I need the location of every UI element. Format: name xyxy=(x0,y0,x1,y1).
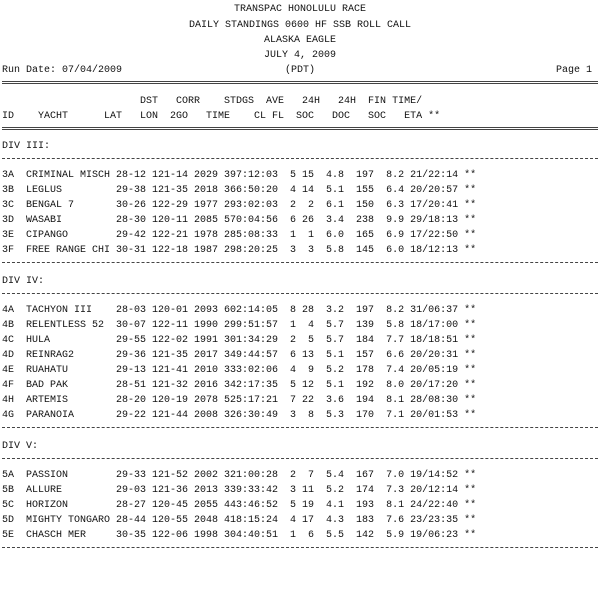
table-row: 4B RELENTLESS 52 30-07 122-11 1990 299:51:57 1 4 5.7 139 5.8 18/17:00 ** xyxy=(2,320,477,331)
column-header-rule xyxy=(2,127,598,130)
division-rule xyxy=(2,427,598,428)
header-rule xyxy=(2,81,598,84)
division-rule xyxy=(2,293,598,294)
report-title: DAILY STANDINGS 0600 HF SSB ROLL CALL xyxy=(188,20,412,31)
division-heading: DIV III: xyxy=(2,141,51,152)
division-rule xyxy=(2,262,598,263)
table-row: 3D WASABI 28-30 120-11 2085 570:04:56 6 26 3.4 238 9.9 29/18:13 ** xyxy=(2,215,477,226)
table-row: 4H ARTEMIS 28-20 120-19 2078 525:17:21 7 22 3.6 194 8.1 28/08:30 ** xyxy=(2,395,477,406)
table-row: 4D REINRAG2 29-36 121-35 2017 349:44:57 6 13 5.1 157 6.6 20/20:31 ** xyxy=(2,350,477,361)
column-header-line-2: ID YACHT LAT LON 2GO TIME CL FL SOC DOC SOC ETA ** xyxy=(2,111,441,122)
table-row: 5D MIGHTY TONGARO 28-44 120-55 2048 418:15:24 4 17 4.3 183 7.6 23/23:35 ** xyxy=(2,515,477,526)
table-row: 3F FREE RANGE CHI 30-31 122-18 1987 298:20:25 3 3 5.8 145 6.0 18/12:13 ** xyxy=(2,245,477,256)
table-row: 3A CRIMINAL MISCH 28-12 121-14 2029 397:12:03 5 15 4.8 197 8.2 21/22:14 ** xyxy=(2,170,477,181)
table-row: 4E RUAHATU 29-13 121-41 2010 333:02:06 4 9 5.2 178 7.4 20/05:19 ** xyxy=(2,365,477,376)
table-row: 4G PARANOIA 29-22 121-44 2008 326:30:49 3 8 5.3 170 7.1 20/01:53 ** xyxy=(2,410,477,421)
time-zone: (PDT) xyxy=(285,65,316,76)
table-row: 3B LEGLUS 29-38 121-35 2018 366:50:20 4 14 5.1 155 6.4 20/20:57 ** xyxy=(2,185,477,196)
table-row: 5E CHASCH MER 30-35 122-06 1998 304:40:51 1 6 5.5 142 5.9 19/06:23 ** xyxy=(2,530,477,541)
table-row: 3E CIPANGO 29-42 122-21 1978 285:08:33 1 1 6.0 165 6.9 17/22:50 ** xyxy=(2,230,477,241)
run-date: Run Date: 07/04/2009 xyxy=(2,65,123,76)
table-row: 3C BENGAL 7 30-26 122-29 1977 293:02:03 2 2 6.1 150 6.3 17/20:41 ** xyxy=(2,200,477,211)
division-rule xyxy=(2,458,598,459)
division-heading: DIV V: xyxy=(2,441,39,452)
table-row: 4C HULA 29-55 122-02 1991 301:34:29 2 5 5.7 184 7.7 18/18:51 ** xyxy=(2,335,477,346)
race-title: TRANSPAC HONOLULU RACE xyxy=(233,4,367,15)
table-row: 4A TACHYON III 28-03 120-01 2093 602:14:05 8 28 3.2 197 8.2 31/06:37 ** xyxy=(2,305,477,316)
boat-name: ALASKA EAGLE xyxy=(263,35,336,46)
division-rule xyxy=(2,158,598,159)
table-row: 4F BAD PAK 28-51 121-32 2016 342:17:35 5 12 5.1 192 8.0 20/17:20 ** xyxy=(2,380,477,391)
division-heading: DIV IV: xyxy=(2,276,45,287)
table-row: 5A PASSION 29-33 121-52 2002 321:00:28 2 7 5.4 167 7.0 19/14:52 ** xyxy=(2,470,477,481)
column-header-line-1: DST CORR STDGS AVE 24H 24H FIN TIME/ xyxy=(2,96,423,107)
table-row: 5B ALLURE 29-03 121-36 2013 339:33:42 3 11 5.2 174 7.3 20/12:14 ** xyxy=(2,485,477,496)
report-date: JULY 4, 2009 xyxy=(263,50,336,61)
page-number: Page 1 xyxy=(555,65,592,76)
table-row: 5C HORIZON 28-27 120-45 2055 443:46:52 5 19 4.1 193 8.1 24/22:40 ** xyxy=(2,500,477,511)
division-rule xyxy=(2,547,598,548)
